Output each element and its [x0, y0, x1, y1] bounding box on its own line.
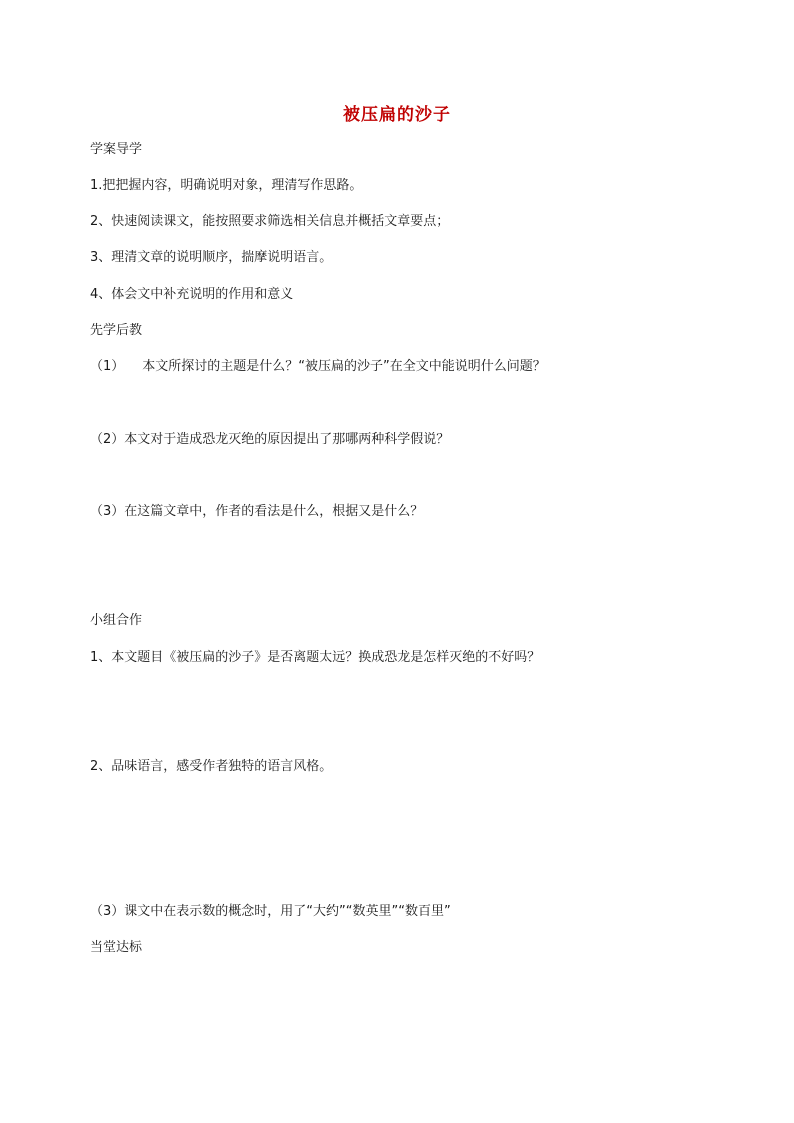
question-text: 本文所探讨的主题是什么？“被压扁的沙子”在全文中能说明什么问题？ — [142, 359, 546, 374]
guide-item-1: 1.把把握内容，明确说明对象，理清写作思路。 — [90, 178, 363, 193]
prestudy-question-1 — [90, 358, 546, 376]
question-number: （1） — [90, 359, 125, 374]
guide-item-3: 3、理清文章的说明顺序，揣摩说明语言。 — [90, 250, 333, 265]
section-heading-guide: 学案导学 — [90, 142, 143, 157]
guide-item-2: 2、快速阅读课文，能按照要求筛选相关信息并概括文章要点； — [90, 214, 450, 229]
section-heading-group: 小组合作 — [90, 613, 143, 628]
section-heading-prestudy: 先学后教 — [90, 323, 143, 338]
group-item-1: 1、本文题目《被压扁的沙子》是否离题太远？换成恐龙是怎样灭绝的不好吗？ — [90, 650, 541, 665]
document-title: 被压扁的沙子 — [343, 105, 451, 125]
prestudy-question-2: （2）本文对于造成恐龙灭绝的原因提出了那哪两种科学假说？ — [90, 432, 450, 447]
section-heading-test: 当堂达标 — [90, 940, 143, 955]
prestudy-question-3: （3）在这篇文章中，作者的看法是什么，根据又是什么？ — [90, 504, 424, 519]
group-item-3: （3）课文中在表示数的概念时，用了“大约”“数英里”“数百里” — [90, 904, 451, 919]
guide-item-4: 4、体会文中补充说明的作用和意义 — [90, 287, 294, 302]
group-item-2: 2、品味语言，感受作者独特的语言风格。 — [90, 759, 333, 774]
